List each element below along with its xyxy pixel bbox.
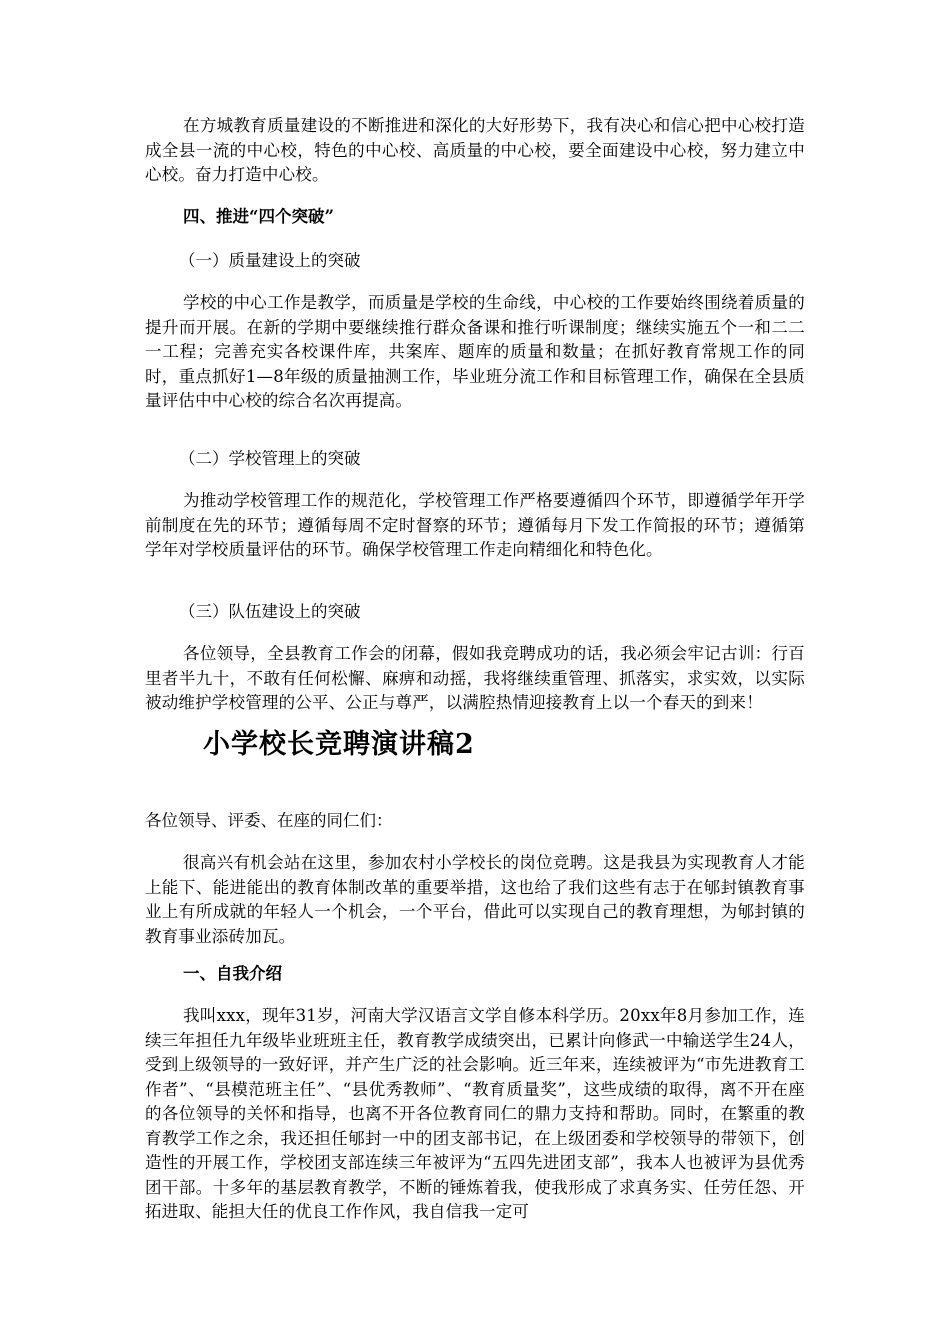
paragraph-management-details: 为推动学校管理工作的规范化，学校管理工作严格要遵循四个环节，即遵循学年开学前制度在先的环节；遵循每周不定时督察的环节；遵循每月下发工作简报的环节；遵循第学年对学校质量评估的环节。确保学校管理工作走向精细化和特色化。 [145,491,805,559]
heading-four-breakthroughs: 四、推进“四个突破” [183,207,334,226]
paragraph-closing-pledge: 各位领导，全县教育工作会的闭幕，假如我竞聘成功的话，我必须会牢记古训：行百里者半九十，不敢有任何松懈、麻痹和动摇，我将继续重管理、抓落实，求实效，以实际被动维护学校管理的公平、公正与尊严，以满腔热情迎接教育上以一个春天的到来！ [145,644,805,712]
paragraph-quality-vision: 在方城教育质量建设的不断推进和深化的大好形势下，我有决心和信心把中心校打造成全县一流的中心校，特色的中心校、高质量的中心校，要全面建设中心校，努力建立中心校。奋力打造中心校。 [145,116,805,184]
paragraph-quality-details: 学校的中心工作是教学，而质量是学校的生命线，中心校的工作要始终围绕着质量的提升而开展。在新的学期中要继续推行群众备课和推行听课制度；继续实施五个一和二二一工程；完善充实各校课件库，共案库、题库的质量和数量；在抓好教育常规工作的同时，重点抓好1—8年级的质量抽测工作，毕业班分流工作和目标管理工作，确保在全县质量评估中中心校的综合名次再提高。 [145,293,805,410]
subheading-quality-breakthrough: （一）质量建设上的突破 [179,251,361,270]
subheading-team-breakthrough: （三）队伍建设上的突破 [179,602,361,621]
subheading-management-breakthrough: （二）学校管理上的突破 [179,449,361,468]
heading-self-introduction: 一、自我介绍 [183,964,282,983]
speech-title: 小学校长竞聘演讲稿2 [203,729,475,760]
paragraph-opening: 很高兴有机会站在这里，参加农村小学校长的岗位竞聘。这是我县为实现教育人才能上能下、能进能出的教育体制改革的重要举措，这也给了我们这些有志于在郇封镇教育事业上有所成就的年轻人一个机会，一个平台，借此可以实现自己的教育理想，为郇封镇的教育事业添砖加瓦。 [145,853,805,946]
paragraph-self-introduction: 我叫xxx，现年31岁，河南大学汉语言文学自修本科学历。20xx年8月参加工作，连续三年担任九年级毕业班班主任，教育教学成绩突出，已累计向修武一中输送学生24人，受到上级领导的一致好评，并产生广泛的社会影响。近三年来，连续被评为“市先进教育工作者”、“县模范班主任”、“县优秀教师”、“教育质量奖”，这些成绩的取得，离不开在座的各位领导的关怀和指导，也离不开各位教育同仁的鼎力支持和帮助。同时，在繁重的教育教学工作之余，我还担任郇封一中的团支部书记，在上级团委和学校领导的带领下，创造性的开展工作，学校团支部连续三年被评为“五四先进团支部”，我本人也被评为县优秀团干部。十多年的基层教育教学，不断的锤炼着我，使我形成了求真务实、任劳任怨、开拓进取、能担大任的优良工作作风，我自信我一定可 [145,1006,805,1221]
salutation: 各位领导、评委、在座的同仁们： [145,811,393,830]
